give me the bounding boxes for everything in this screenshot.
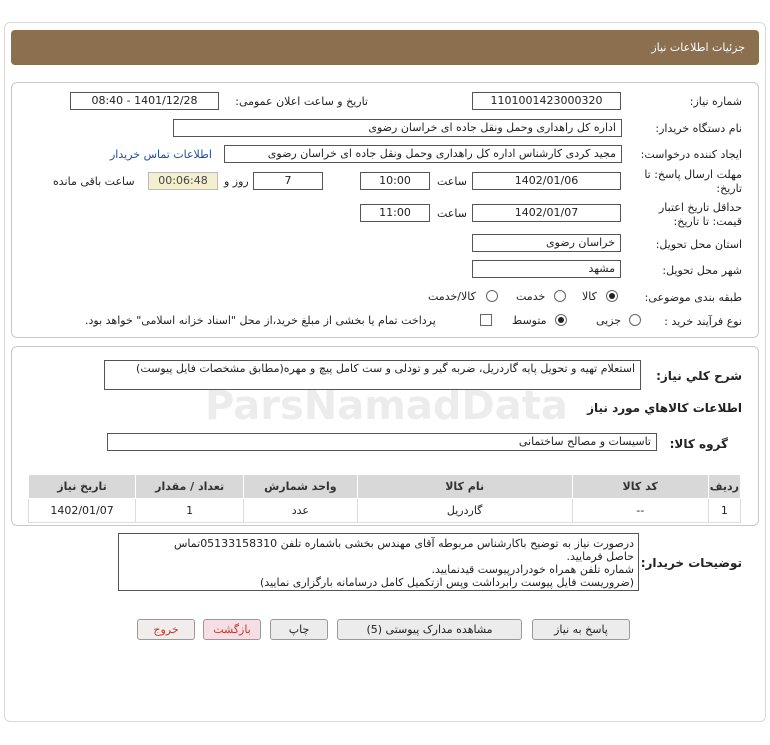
back-button[interactable]: بازگشت [203,619,261,640]
table-row [29,499,741,523]
process-radio-medium[interactable] [555,314,567,326]
treasury-payment-checkbox[interactable] [480,314,492,326]
col-date: تاریخ نیاز [29,475,136,499]
cell-date: 1402/01/07 [29,499,136,523]
buyer-notes-line: حاصل فرمایید. [566,550,634,563]
buyer-notes-line: درصورت نیاز به توضیح باکارشناس مربوطه آقای مهندس بخشی باشماره تلفن 05133158310تماس [173,537,634,550]
cell-row: 1 [708,499,740,523]
cell-unit: عدد [244,499,357,523]
goods-group-field: تاسیسات و مصالح ساختمانی [107,433,657,451]
col-row: ردیف [708,475,740,499]
city-label: شهر محل تحویل: [662,264,742,277]
category-option-service: خدمت [516,290,546,303]
province-label: استان محل تحویل: [655,238,742,251]
remaining-label: ساعت باقی مانده [53,175,135,188]
need-number-field: 1101001423000320 [472,92,621,110]
reply-deadline-label-2: تاریخ: [716,182,742,195]
city-field: مشهد [472,260,621,278]
validity-date-field: 1402/01/07 [472,204,621,222]
page-title: جزئیات اطلاعات نیاز [651,41,745,54]
validity-label-1: حداقل تاریخ اعتبار [658,201,742,214]
days-label: روز و [224,175,249,188]
header-bar [11,30,759,65]
cell-qty: 1 [136,499,244,523]
attachments-button[interactable]: مشاهده مدارک پیوستی (5) [337,619,522,640]
col-name: نام کالا [357,475,572,499]
print-button[interactable]: چاپ [270,619,328,640]
reply-time-field: 10:00 [360,172,430,190]
buyer-notes-field [118,533,639,591]
goods-table-header [29,475,741,499]
category-option-goods: کالا [582,290,597,303]
goods-table [28,474,741,523]
buyer-notes-line: شماره تلفن همراه خودرادرپیوست قیدنمایید. [431,563,634,576]
announce-label: تاریخ و ساعت اعلان عمومی: [235,95,368,108]
goods-group-label: گروه کالا: [669,437,728,451]
category-option-both: کالا/خدمت [428,290,476,303]
buyer-field: اداره کل راهداری وحمل ونقل جاده ای خراسان رضوی [173,119,622,137]
requester-field: مجید کردی کارشناس اداره کل راهداری وحمل ونقل جاده ای خراسان رضوی [224,145,622,163]
reply-date-field: 1402/01/06 [472,172,621,190]
province-field: خراسان رضوی [472,234,621,252]
col-unit: واحد شمارش [244,475,357,499]
buyer-notes-label: توضیحات خریدار: [640,556,742,570]
buyer-contact-link[interactable]: اطلاعات تماس خریدار [110,148,212,161]
cell-name: گاردریل [357,499,572,523]
cell-code: -- [572,499,708,523]
description-label: شرح کلي نياز: [656,369,742,383]
reply-button[interactable]: پاسخ به نیاز [532,619,630,640]
process-radio-minor[interactable] [629,314,641,326]
reply-deadline-label-1: مهلت ارسال پاسخ: تا [644,168,742,181]
reply-days-field: 7 [253,172,323,190]
treasury-payment-note: پرداخت تمام یا بخشی از مبلغ خرید،از محل "اسناد خزانه اسلامی" خواهد بود. [85,314,436,327]
validity-time-field: 11:00 [360,204,430,222]
remaining-time-field: 00:06:48 [148,172,218,190]
validity-label-2: قیمت: تا تاریخ: [673,215,742,228]
category-radio-goods[interactable] [606,290,618,302]
process-label: نوع فرآیند خرید : [664,315,742,328]
reply-time-label: ساعت [437,175,467,188]
goods-section-title: اطلاعات کالاهاي مورد نياز [587,401,742,415]
process-option-minor: جزیی [596,314,622,327]
description-field: استعلام تهیه و تحویل پایه گاردریل، ضربه گیر و تودلی و ست کامل پیچ و مهره(مطابق مشخصات فایل پیوست) [104,360,641,390]
requester-label: ایجاد کننده درخواست: [640,148,742,161]
need-number-label: شماره نیاز: [689,95,742,108]
process-option-medium: متوسط [512,314,547,327]
exit-button[interactable]: خروج [137,619,195,640]
category-radio-service[interactable] [554,290,566,302]
validity-time-label: ساعت [437,207,467,220]
buyer-label: نام دستگاه خریدار: [655,122,742,135]
announce-field: 1401/12/28 - 08:40 [70,92,219,110]
category-radio-both[interactable] [486,290,498,302]
col-qty: تعداد / مقدار [136,475,244,499]
category-label: طبقه بندی موضوعی: [644,291,742,304]
col-code: کد کالا [572,475,708,499]
buyer-notes-line: (ضروریست فایل پیوست رابرداشت وپس ازتکمیل کامل درسامانه بارگزاری نمایید) [260,576,634,589]
